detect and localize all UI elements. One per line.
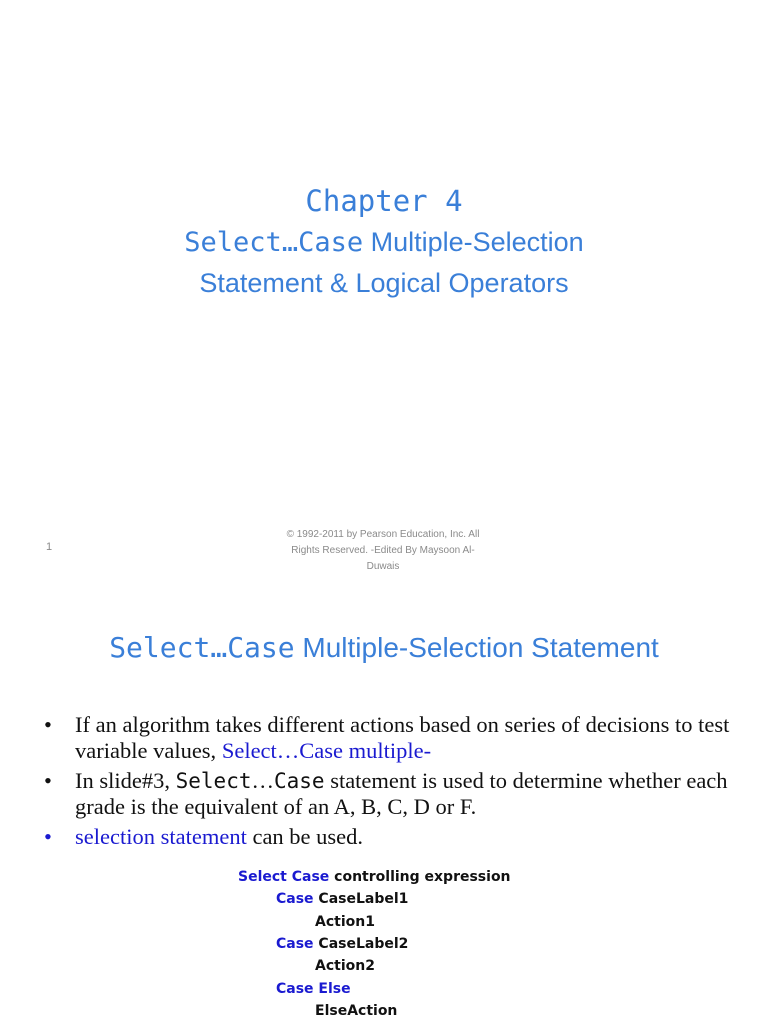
bullet3-highlight: selection statement (75, 824, 247, 849)
slide1-title-rest: Multiple-Selection (363, 227, 584, 257)
bullet2-ellipsis: … (251, 768, 274, 793)
bullet3-post: can be used. (246, 824, 364, 849)
code-line-5: Action2 (315, 958, 375, 974)
copyright-footer (258, 527, 508, 575)
slide1-title-code: Select…Case (184, 227, 364, 258)
copyright-line-1: © 1992-2011 by Pearson Education, Inc. All (286, 529, 480, 540)
code-text: CaseLabel1 (313, 891, 409, 907)
code-line-6 (276, 978, 351, 1000)
bullet2-pre: In slide#3, (75, 768, 176, 793)
slide-number: 1 (46, 541, 53, 553)
copyright-line-3: Duwais (366, 561, 400, 572)
code-line-1 (238, 866, 511, 888)
bullet-dot: • (44, 712, 52, 737)
bullet-item-3 (44, 824, 744, 850)
code-line-7: ElseAction (315, 1003, 398, 1019)
bullet-item-1 (44, 712, 744, 764)
code-text: controlling expression (329, 869, 511, 885)
code-keyword: Case (276, 936, 314, 952)
copyright-line-2: Rights Reserved. -Edited By Maysoon Al- (291, 545, 475, 556)
bullet2-code-select: Select (175, 769, 252, 793)
code-text: CaseLabel2 (313, 936, 409, 952)
code-keyword: Case (276, 891, 314, 907)
code-keyword: Case Else (276, 981, 351, 997)
code-line-4 (276, 933, 408, 955)
slide-2 (0, 588, 768, 1024)
slide1-title-line1 (0, 224, 768, 261)
code-line-2 (276, 888, 408, 910)
bullet-item-2 (44, 768, 744, 820)
code-line-3: Action1 (315, 914, 375, 930)
bullet2-post: statement is used to determine whether each grade is the equivalent of an A, B, C, D or F. (75, 768, 728, 819)
slide2-title-code: Select…Case (109, 631, 295, 664)
bullet-dot: • (44, 768, 52, 793)
bullet1-text: If an algorithm takes different actions based on series of decisions to test variable values, (75, 712, 730, 763)
chapter-heading: Chapter 4 (305, 184, 463, 218)
slide1-title-line2: Statement & Logical Operators (199, 268, 569, 298)
bullet-dot: • (44, 824, 52, 849)
bullet1-highlight: Select…Case multiple- (221, 738, 432, 763)
bullet2-code-case: Case (273, 769, 325, 793)
slide2-title (0, 630, 768, 666)
code-keyword: Select Case (238, 869, 330, 885)
slide2-title-rest: Multiple-Selection Statement (294, 632, 659, 663)
bullet-list (44, 712, 744, 854)
